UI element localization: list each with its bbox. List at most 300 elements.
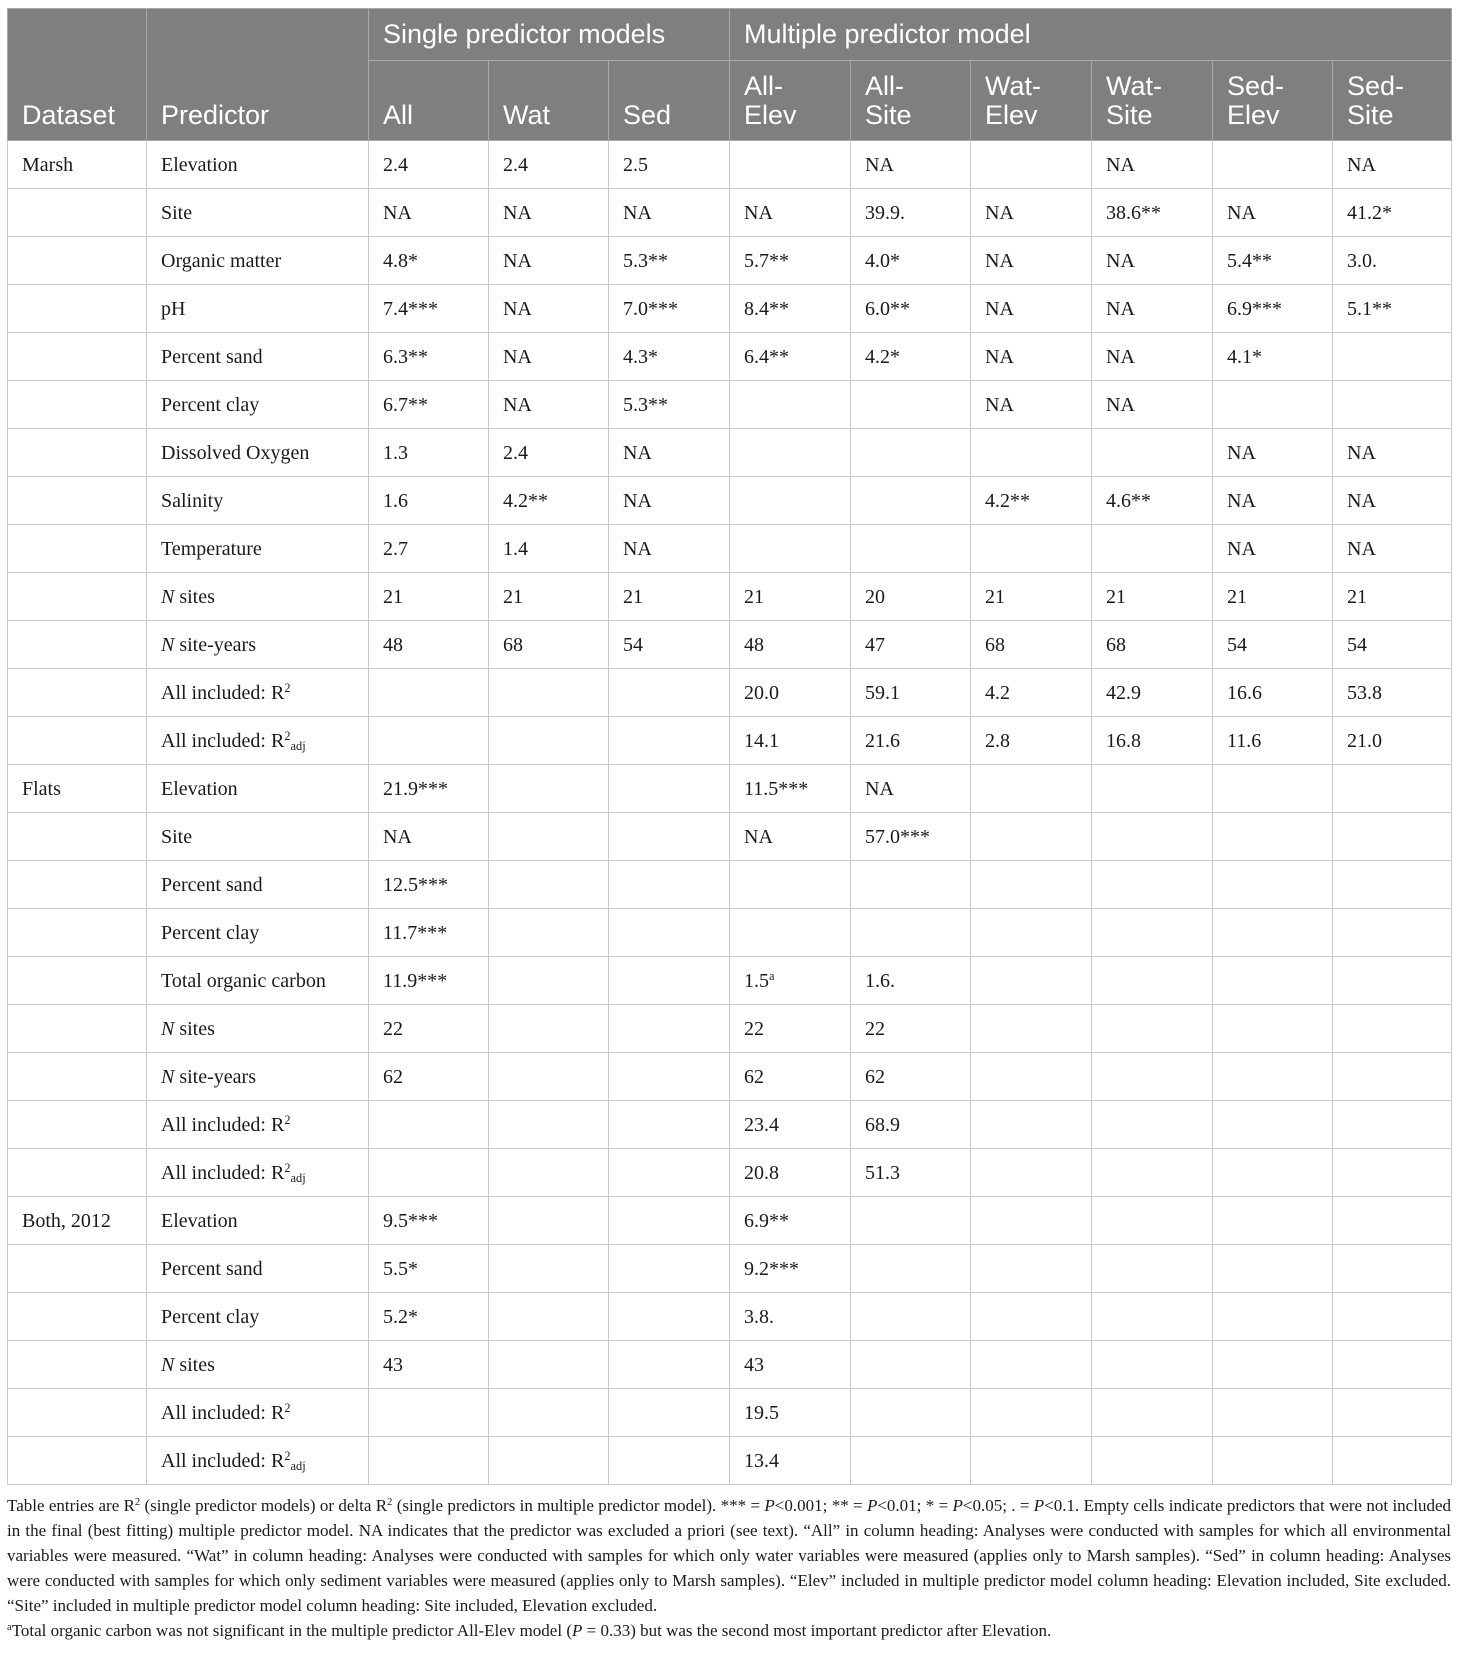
table-row <box>8 765 1452 813</box>
value-cell-all-site <box>851 909 971 957</box>
text-run: sites <box>174 1353 215 1376</box>
value-cell-sed-elev <box>1213 1293 1333 1341</box>
dataset-cell <box>8 1149 147 1197</box>
value-cell-sed-elev: NA <box>1213 525 1333 573</box>
value-cell-wat-site <box>1092 429 1213 477</box>
header-col-label: Wat <box>503 99 550 130</box>
predictor-cell <box>147 621 369 669</box>
value-cell-wat-site <box>1092 1149 1213 1197</box>
header-col-label: Sed-Elev <box>1227 71 1285 130</box>
value-cell-sed-site <box>1333 1149 1452 1197</box>
dataset-cell <box>8 525 147 573</box>
value-cell-wat <box>489 1341 609 1389</box>
header-col-label: Sed <box>623 99 672 130</box>
value-cell-all-site: 22 <box>851 1005 971 1053</box>
value-cell-sed <box>609 813 730 861</box>
superscript: 2 <box>284 680 291 695</box>
value-cell-all-site <box>851 1341 971 1389</box>
text-run: All included: R <box>161 1161 285 1184</box>
value-cell-sed-elev <box>1213 1101 1333 1149</box>
superscript: 2 <box>284 1400 291 1415</box>
predictor-cell <box>147 573 369 621</box>
text-run: <0.01; * = <box>877 1496 953 1515</box>
predictor-cell: Site <box>147 813 369 861</box>
predictor-cell <box>147 1437 369 1485</box>
value-cell-all <box>369 1149 489 1197</box>
text-run: (single predictors in multiple predictor model). *** = <box>392 1496 765 1515</box>
value-cell-sed <box>609 1293 730 1341</box>
italic-text: N <box>161 1065 175 1088</box>
value-cell-all: 2.7 <box>369 525 489 573</box>
value-cell-all-elev: 3.8. <box>730 1293 851 1341</box>
value-cell-all-elev <box>730 477 851 525</box>
table-row <box>8 861 1452 909</box>
dataset-cell <box>8 861 147 909</box>
value-cell-wat-elev <box>971 1053 1092 1101</box>
value-cell-sed-site <box>1333 813 1452 861</box>
table-footnotes <box>7 1493 1451 1643</box>
predictor-cell <box>147 1389 369 1437</box>
value-cell-all-elev: 11.5*** <box>730 765 851 813</box>
value-cell-wat <box>489 813 609 861</box>
value-cell-all <box>369 1389 489 1437</box>
value-cell-all: 7.4*** <box>369 285 489 333</box>
value-cell-wat-site <box>1092 1293 1213 1341</box>
subscript: adj <box>290 1459 306 1474</box>
text-run: sites <box>174 585 215 608</box>
value-cell-sed: NA <box>609 429 730 477</box>
header-col-wat-elev <box>971 61 1092 141</box>
value-cell-wat-site: NA <box>1092 237 1213 285</box>
value-cell-wat: NA <box>489 381 609 429</box>
value-cell-all: 5.5* <box>369 1245 489 1293</box>
value-cell-all: 11.9*** <box>369 957 489 1005</box>
table-row <box>8 909 1452 957</box>
value-cell-sed-site: NA <box>1333 429 1452 477</box>
table-body <box>8 141 1452 1485</box>
superscript: 2 <box>134 1497 141 1509</box>
table-row <box>8 1245 1452 1293</box>
superscript: 2 <box>284 1160 291 1175</box>
value-cell-all-site <box>851 1197 971 1245</box>
value-cell-all-site <box>851 861 971 909</box>
value-cell-all: NA <box>369 189 489 237</box>
value-cell-sed-site <box>1333 333 1452 381</box>
value-cell-sed-elev <box>1213 1005 1333 1053</box>
header-col-wat <box>489 61 609 141</box>
value-cell-sed-site: NA <box>1333 525 1452 573</box>
value-cell-wat <box>489 861 609 909</box>
value-cell-sed-elev <box>1213 381 1333 429</box>
dataset-cell <box>8 621 147 669</box>
value-cell-sed <box>609 957 730 1005</box>
value-cell-sed <box>609 1053 730 1101</box>
value-cell-sed-elev <box>1213 1149 1333 1197</box>
value-cell-sed-elev: 16.6 <box>1213 669 1333 717</box>
value-cell-wat-elev <box>971 141 1092 189</box>
value-cell-wat <box>489 1053 609 1101</box>
value-cell-wat-site <box>1092 957 1213 1005</box>
value-cell-wat-site <box>1092 1341 1213 1389</box>
italic-text: P <box>764 1496 775 1515</box>
value-cell-wat-site <box>1092 1437 1213 1485</box>
value-cell-sed-site <box>1333 1197 1452 1245</box>
value-cell-all-elev: NA <box>730 189 851 237</box>
value-cell-all <box>369 717 489 765</box>
dataset-cell <box>8 1005 147 1053</box>
value-cell-wat-elev <box>971 1245 1092 1293</box>
value-cell-wat-site: NA <box>1092 141 1213 189</box>
value-cell-sed-elev <box>1213 1437 1333 1485</box>
value-cell-wat-elev <box>971 957 1092 1005</box>
value-cell-sed <box>609 1437 730 1485</box>
dataset-cell: Flats <box>8 765 147 813</box>
value-cell-all-site: 57.0*** <box>851 813 971 861</box>
table-row <box>8 717 1452 765</box>
value-cell-all-site: 4.0* <box>851 237 971 285</box>
value-cell-all: 4.8* <box>369 237 489 285</box>
value-cell-sed-elev <box>1213 1197 1333 1245</box>
value-cell-all-elev: 20.8 <box>730 1149 851 1197</box>
value-cell-sed-site: 5.1** <box>1333 285 1452 333</box>
value-cell-wat <box>489 1389 609 1437</box>
value-cell-wat-site <box>1092 1197 1213 1245</box>
value-cell-wat-site: 42.9 <box>1092 669 1213 717</box>
value-cell-wat <box>489 717 609 765</box>
value-cell-wat-elev <box>971 861 1092 909</box>
value-cell-wat <box>489 1293 609 1341</box>
table-row <box>8 621 1452 669</box>
value-cell-all-site <box>851 1389 971 1437</box>
value-cell-all-elev: 6.4** <box>730 333 851 381</box>
value-cell-sed-site <box>1333 861 1452 909</box>
value-cell-all-elev <box>730 861 851 909</box>
value-cell-all: 5.2* <box>369 1293 489 1341</box>
value-cell-all <box>369 1101 489 1149</box>
value-cell-sed: NA <box>609 477 730 525</box>
value-cell-sed-site: 21.0 <box>1333 717 1452 765</box>
predictor-cell: Percent sand <box>147 333 369 381</box>
predictor-cell <box>147 1341 369 1389</box>
value-cell-wat-site: NA <box>1092 333 1213 381</box>
value-cell-all-site: 68.9 <box>851 1101 971 1149</box>
value-cell-wat-site <box>1092 1101 1213 1149</box>
value-cell-sed-site: 21 <box>1333 573 1452 621</box>
value-cell-sed: 5.3** <box>609 381 730 429</box>
superscript: 2 <box>284 1448 291 1463</box>
value-cell-wat-elev <box>971 1149 1092 1197</box>
value-cell-wat-elev <box>971 909 1092 957</box>
value-cell-wat-site: 4.6** <box>1092 477 1213 525</box>
value-cell-sed-elev <box>1213 957 1333 1005</box>
value-cell-sed <box>609 1005 730 1053</box>
dataset-cell <box>8 285 147 333</box>
value-cell-sed: 2.5 <box>609 141 730 189</box>
predictor-cell: Total organic carbon <box>147 957 369 1005</box>
value-cell-sed-elev <box>1213 813 1333 861</box>
value-cell-wat-elev <box>971 1293 1092 1341</box>
value-cell-wat-site <box>1092 765 1213 813</box>
superscript: a <box>769 968 775 983</box>
value-cell-all-site: 21.6 <box>851 717 971 765</box>
value-cell-wat-elev <box>971 1197 1092 1245</box>
predictor-cell <box>147 1005 369 1053</box>
dataset-cell <box>8 1293 147 1341</box>
header-col-all-site <box>851 61 971 141</box>
value-cell-all: 1.6 <box>369 477 489 525</box>
text-run: All included: R <box>161 1113 285 1136</box>
dataset-cell <box>8 1245 147 1293</box>
value-cell-all: 6.7** <box>369 381 489 429</box>
value-cell-all-site <box>851 1245 971 1293</box>
value-cell-all: 6.3** <box>369 333 489 381</box>
value-cell-sed-elev: 11.6 <box>1213 717 1333 765</box>
italic-text: P <box>1033 1496 1045 1515</box>
text-run: All included: R <box>161 681 285 704</box>
table-row <box>8 141 1452 189</box>
value-cell-wat-elev: 4.2** <box>971 477 1092 525</box>
table-row <box>8 333 1452 381</box>
value-cell-all: 21.9*** <box>369 765 489 813</box>
value-cell-wat <box>489 1197 609 1245</box>
value-cell-wat-site: NA <box>1092 285 1213 333</box>
value-cell-all-site: NA <box>851 141 971 189</box>
value-cell-wat <box>489 765 609 813</box>
predictor-cell <box>147 669 369 717</box>
value-cell-wat-site: 68 <box>1092 621 1213 669</box>
table-row <box>8 237 1452 285</box>
value-cell-all-site: 47 <box>851 621 971 669</box>
value-cell-all <box>369 1437 489 1485</box>
dataset-cell <box>8 1437 147 1485</box>
predictor-cell: Salinity <box>147 477 369 525</box>
predictor-cell: Elevation <box>147 141 369 189</box>
header-col-label: All-Elev <box>744 71 797 130</box>
predictor-cell: Dissolved Oxygen <box>147 429 369 477</box>
value-cell-wat-elev: 4.2 <box>971 669 1092 717</box>
value-cell-wat: 2.4 <box>489 429 609 477</box>
table-row <box>8 1341 1452 1389</box>
text-run: <0.1. Empty cells indicate predictors that were not included in the final (best fitting) multiple predictor model. NA indicates that the predictor was excluded a priori (see text). “All” in column heading: Analyses were conducted with samples for which all environmental variables were measured. “Wat” in column heading: Analyses were conducted with samples for which only water variables were measured (applies only to Marsh samples). “Sed” in column heading: Analyses were conducted with samples for which only sediment variables were measured (applies only to Marsh samples). “Elev” included in multiple predictor model column heading: Elevation included, Site excluded. “Site” included in multiple predictor model column heading: Site included, Elevation excluded. <box>7 1496 1451 1615</box>
value-cell-wat: 68 <box>489 621 609 669</box>
value-cell-sed: 5.3** <box>609 237 730 285</box>
predictor-cell <box>147 1053 369 1101</box>
text-run: sites <box>174 1017 215 1040</box>
value-cell-all-elev: 5.7** <box>730 237 851 285</box>
value-cell-wat-elev <box>971 1389 1092 1437</box>
value-cell-sed <box>609 1245 730 1293</box>
value-cell-sed-elev: NA <box>1213 189 1333 237</box>
value-cell-sed-site <box>1333 1437 1452 1485</box>
value-cell-wat-elev <box>971 765 1092 813</box>
value-cell-sed-elev: 6.9*** <box>1213 285 1333 333</box>
value-cell-sed-site <box>1333 1101 1452 1149</box>
value-cell-sed-elev: 5.4** <box>1213 237 1333 285</box>
value-cell-all: 43 <box>369 1341 489 1389</box>
value-cell-sed: 54 <box>609 621 730 669</box>
dataset-cell <box>8 477 147 525</box>
dataset-cell <box>8 333 147 381</box>
italic-text: N <box>161 1353 175 1376</box>
dataset-cell <box>8 957 147 1005</box>
value-cell-sed <box>609 1149 730 1197</box>
table-row <box>8 381 1452 429</box>
value-cell-wat-site <box>1092 861 1213 909</box>
value-cell-wat-elev: NA <box>971 189 1092 237</box>
superscript: 2 <box>284 728 291 743</box>
value-cell-wat-site: 16.8 <box>1092 717 1213 765</box>
predictor-cell: Percent clay <box>147 381 369 429</box>
value-cell-sed-site: NA <box>1333 141 1452 189</box>
value-cell-all-elev: 13.4 <box>730 1437 851 1485</box>
value-cell-sed-elev <box>1213 909 1333 957</box>
value-cell-wat: NA <box>489 189 609 237</box>
value-cell-wat-elev <box>971 1101 1092 1149</box>
value-cell-all-elev: 48 <box>730 621 851 669</box>
predictor-cell <box>147 1101 369 1149</box>
value-cell-sed-site: 41.2* <box>1333 189 1452 237</box>
value-cell-all: 9.5*** <box>369 1197 489 1245</box>
value-cell-all-site <box>851 477 971 525</box>
predictor-cell <box>147 1149 369 1197</box>
table-row <box>8 1197 1452 1245</box>
value-cell-all-site: 39.9. <box>851 189 971 237</box>
header-col-sed-elev <box>1213 61 1333 141</box>
value-cell-sed-site: 3.0. <box>1333 237 1452 285</box>
value-cell-sed-elev <box>1213 1245 1333 1293</box>
table-row <box>8 1293 1452 1341</box>
dataset-cell <box>8 189 147 237</box>
text-run: All included: R <box>161 1401 285 1424</box>
header-col-wat-site <box>1092 61 1213 141</box>
dataset-cell: Marsh <box>8 141 147 189</box>
value-cell-all: 22 <box>369 1005 489 1053</box>
value-cell-wat-elev <box>971 813 1092 861</box>
value-cell-wat-elev <box>971 525 1092 573</box>
table-header <box>8 9 1452 141</box>
value-cell-sed-elev <box>1213 1053 1333 1101</box>
value-cell-sed-site <box>1333 1341 1452 1389</box>
value-cell-all: 62 <box>369 1053 489 1101</box>
header-col-label: Sed-Site <box>1347 71 1405 130</box>
value-cell-sed: 7.0*** <box>609 285 730 333</box>
header-col-label: All-Site <box>865 71 912 130</box>
value-cell-wat-site: 38.6** <box>1092 189 1213 237</box>
value-cell-wat-site <box>1092 1005 1213 1053</box>
value-cell-sed-elev: NA <box>1213 429 1333 477</box>
value-cell-all-elev <box>730 141 851 189</box>
dataset-cell: Both, 2012 <box>8 1197 147 1245</box>
value-cell-sed-site <box>1333 957 1452 1005</box>
value-cell-wat-site: 21 <box>1092 573 1213 621</box>
value-cell-sed-site <box>1333 1005 1452 1053</box>
predictor-cell: Percent clay <box>147 909 369 957</box>
value-cell-wat: 4.2** <box>489 477 609 525</box>
table-row <box>8 813 1452 861</box>
value-cell-sed <box>609 1197 730 1245</box>
dataset-cell <box>8 573 147 621</box>
header-group-single-predictor: Single predictor models <box>369 9 730 61</box>
value-cell-sed <box>609 1389 730 1437</box>
value-cell-wat-site <box>1092 813 1213 861</box>
value-cell-all-site <box>851 1293 971 1341</box>
value-cell-sed-elev <box>1213 765 1333 813</box>
value-cell-wat-elev: 21 <box>971 573 1092 621</box>
value-cell-all: NA <box>369 813 489 861</box>
value-cell-all-site: 1.6. <box>851 957 971 1005</box>
value-cell-sed-site <box>1333 1245 1452 1293</box>
value-cell-wat <box>489 1101 609 1149</box>
table-row <box>8 189 1452 237</box>
value-cell-all-site: 20 <box>851 573 971 621</box>
footnote-legend <box>7 1493 1451 1618</box>
value-cell-sed-site <box>1333 909 1452 957</box>
table-row <box>8 429 1452 477</box>
value-cell-all: 12.5*** <box>369 861 489 909</box>
italic-text: P <box>866 1496 878 1515</box>
value-cell-sed: NA <box>609 525 730 573</box>
header-col-label: All <box>383 99 414 130</box>
superscript: a <box>7 1622 12 1634</box>
table-row <box>8 957 1452 1005</box>
value-cell-wat-site <box>1092 1245 1213 1293</box>
text-run: All included: R <box>161 1449 285 1472</box>
value-cell-all-elev: 14.1 <box>730 717 851 765</box>
value-cell-all-elev: NA <box>730 813 851 861</box>
italic-text: N <box>161 633 175 656</box>
predictor-cell: Elevation <box>147 765 369 813</box>
value-cell-all-elev <box>730 525 851 573</box>
value-cell-all-elev: 22 <box>730 1005 851 1053</box>
dataset-cell <box>8 1389 147 1437</box>
text-run: Table entries are R <box>7 1496 135 1515</box>
value-cell-wat-elev <box>971 1437 1092 1485</box>
value-cell-all-site <box>851 1437 971 1485</box>
value-cell-all-elev <box>730 381 851 429</box>
value-cell-sed-elev: 4.1* <box>1213 333 1333 381</box>
value-cell-all-elev: 19.5 <box>730 1389 851 1437</box>
value-cell-all-site: 6.0** <box>851 285 971 333</box>
value-cell-sed <box>609 765 730 813</box>
value-cell-wat: 2.4 <box>489 141 609 189</box>
value-cell-all-site <box>851 429 971 477</box>
value-cell-sed-site: 54 <box>1333 621 1452 669</box>
table-row <box>8 1149 1452 1197</box>
header-row-groups <box>8 9 1452 61</box>
subscript: adj <box>290 1171 306 1186</box>
header-col-sed <box>609 61 730 141</box>
dataset-cell <box>8 717 147 765</box>
value-cell-wat <box>489 909 609 957</box>
value-cell-sed: NA <box>609 189 730 237</box>
value-cell-sed-site: NA <box>1333 477 1452 525</box>
superscript: 2 <box>284 1112 291 1127</box>
value-cell-all: 2.4 <box>369 141 489 189</box>
header-col-label: Wat-Elev <box>985 71 1041 130</box>
value-cell-wat-site: NA <box>1092 381 1213 429</box>
subscript: adj <box>290 739 306 754</box>
value-cell-sed <box>609 717 730 765</box>
value-cell-wat-site <box>1092 909 1213 957</box>
value-cell-wat <box>489 1149 609 1197</box>
text-run: <0.001; ** = <box>774 1496 867 1515</box>
value-cell-all-site <box>851 525 971 573</box>
value-cell-all-site: NA <box>851 765 971 813</box>
value-cell-wat-elev: NA <box>971 381 1092 429</box>
value-cell-wat <box>489 1005 609 1053</box>
value-cell-sed <box>609 1101 730 1149</box>
value-cell-sed-elev <box>1213 861 1333 909</box>
